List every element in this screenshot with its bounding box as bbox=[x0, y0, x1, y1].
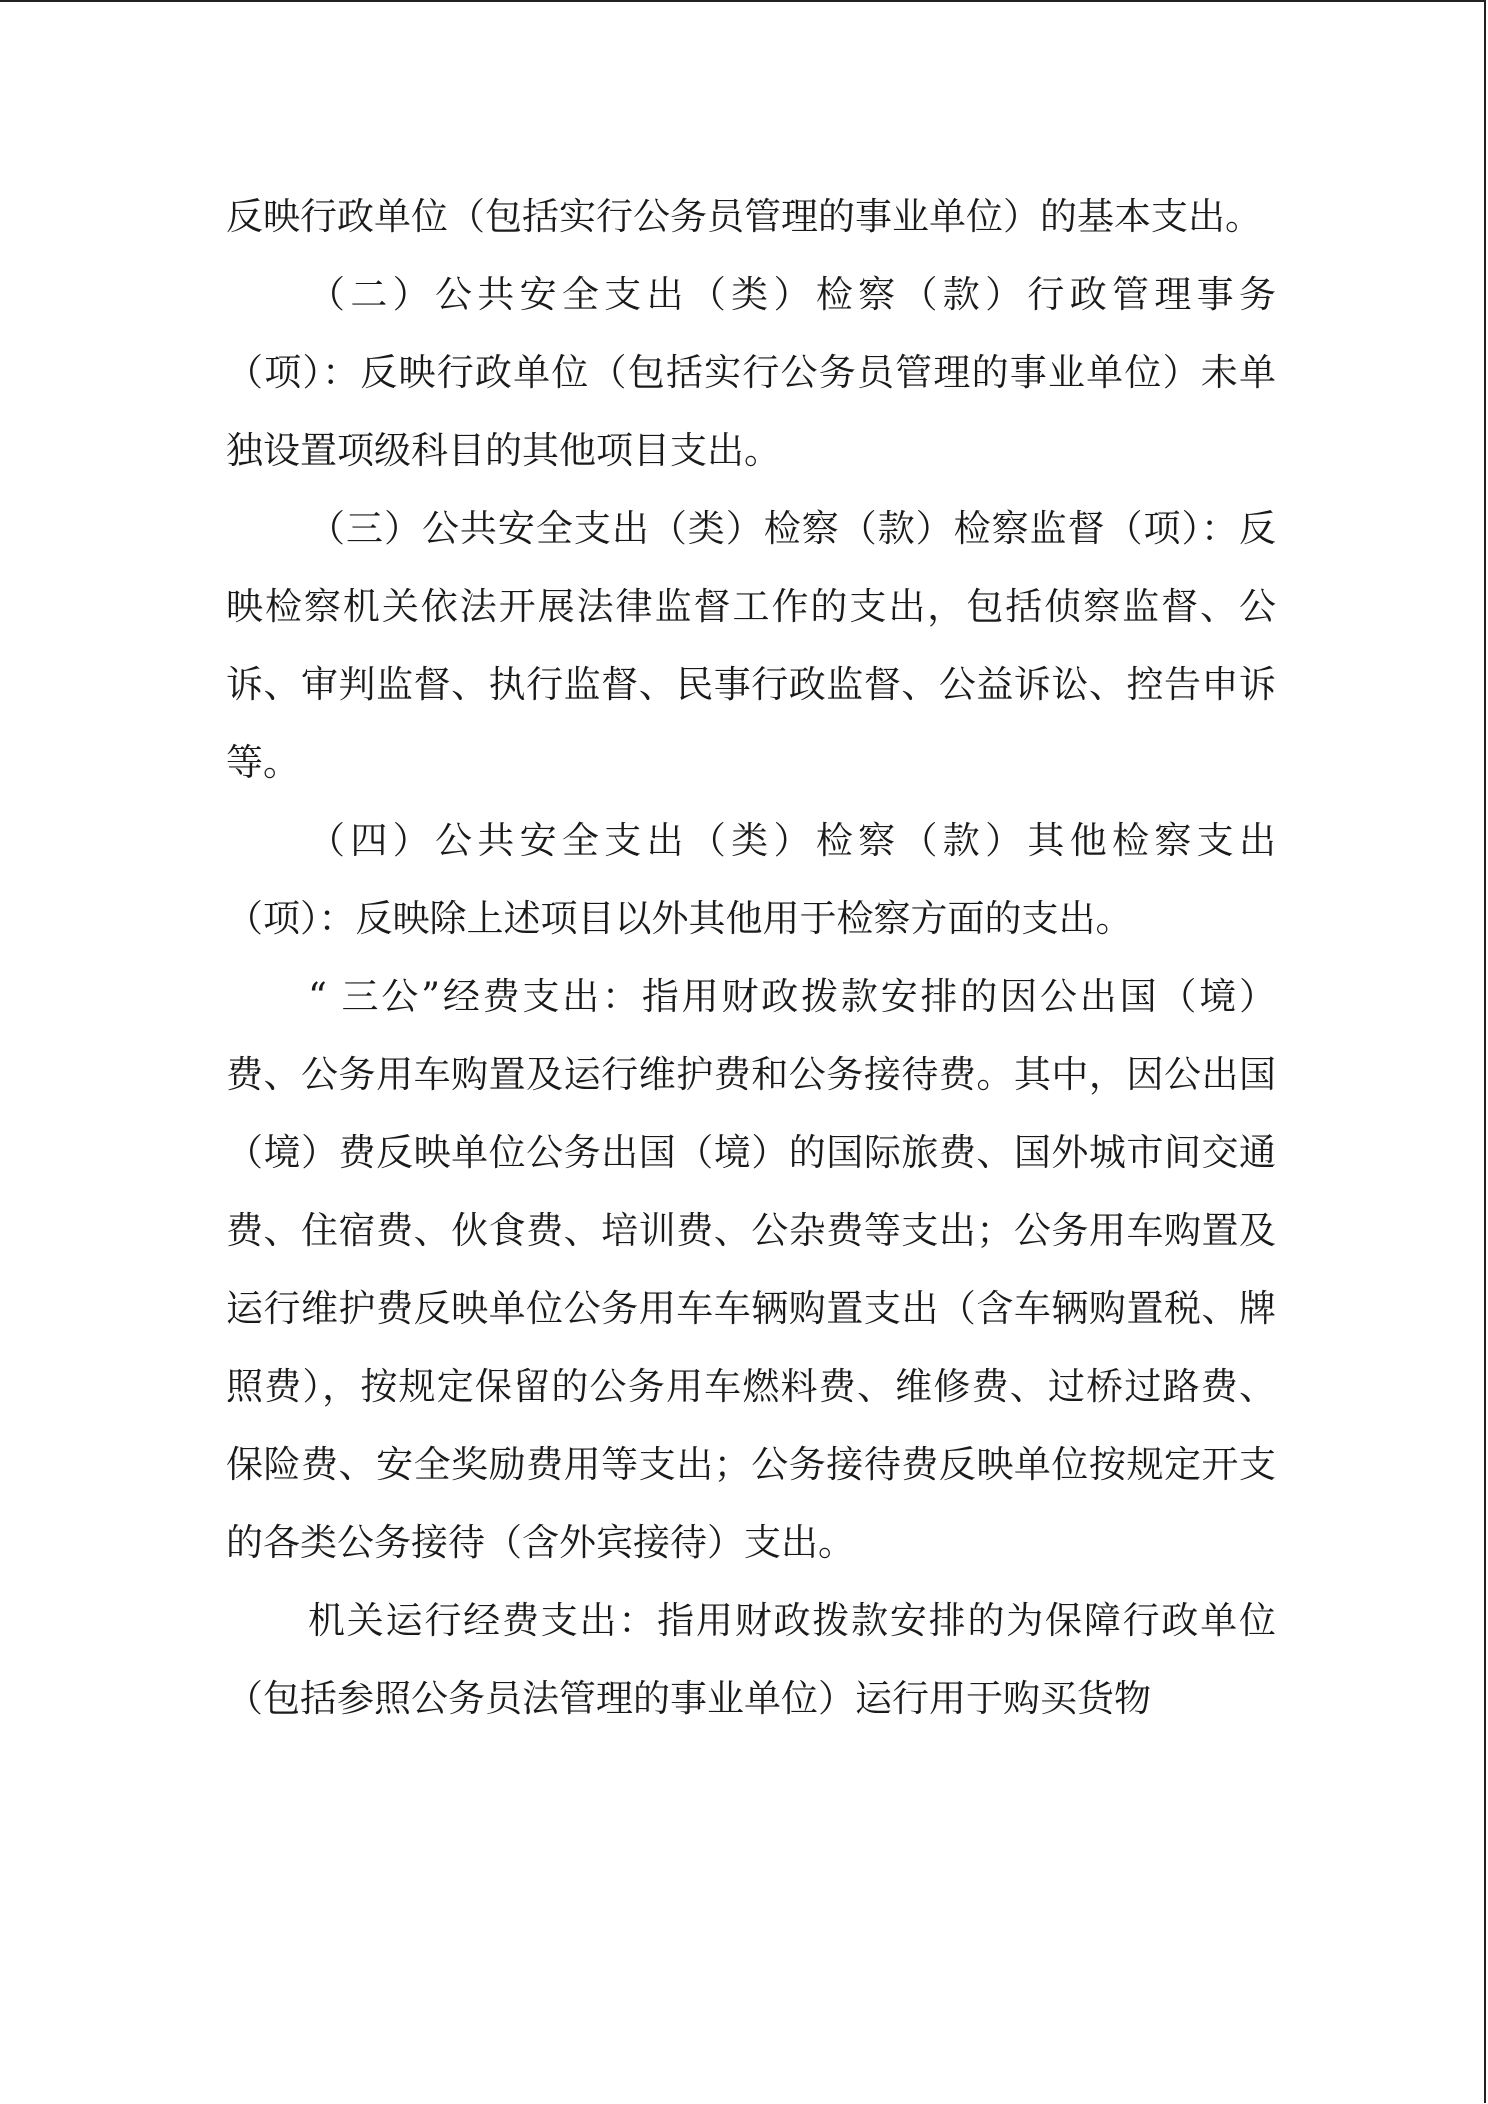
document-body bbox=[226, 178, 1276, 1738]
paragraph-three-public-expenses: “ 三公”经费支出：指用财政拨款安排的因公出国（境）费、公务用车购置及运行维护费和公务接待费。其中，因公出国（境）费反映单位公务出国（境）的国际旅费、国外城市间交通费、住宿费、伙食费、培训费、公杂费等支出；公务用车购置及运行维护费反映单位公务用车车辆购置支出（含车辆购置税、牌照费），按规定保留的公务用车燃料费、维修费、过桥过路费、保险费、安全奖励费用等支出；公务接待费反映单位按规定开支的各类公务接待（含外宾接待）支出。 bbox=[226, 975, 1276, 1564]
paragraph-basic-expenditure: 反映行政单位（包括实行公务员管理的事业单位）的基本支出。 bbox=[226, 195, 1262, 238]
paragraph-operating-expenses: 机关运行经费支出：指用财政拨款安排的为保障行政单位（包括参照公务员法管理的事业单位）运行用于购买货物 bbox=[226, 1599, 1276, 1720]
paragraph-other-procuratorial: （四）公共安全支出（类）检察（款）其他检察支出（项）：反映除上述项目以外其他用于检察方面的支出。 bbox=[226, 819, 1276, 940]
paragraph-admin-affairs: （二）公共安全支出（类）检察（款）行政管理事务（项）：反映行政单位（包括实行公务员管理的事业单位）未单独设置项级科目的其他项目支出。 bbox=[226, 273, 1276, 472]
paragraph-procuratorial-supervision: （三）公共安全支出（类）检察（款）检察监督（项）：反映检察机关依法开展法律监督工作的支出，包括侦察监督、公诉、审判监督、执行监督、民事行政监督、公益诉讼、控告申诉等。 bbox=[226, 507, 1276, 784]
